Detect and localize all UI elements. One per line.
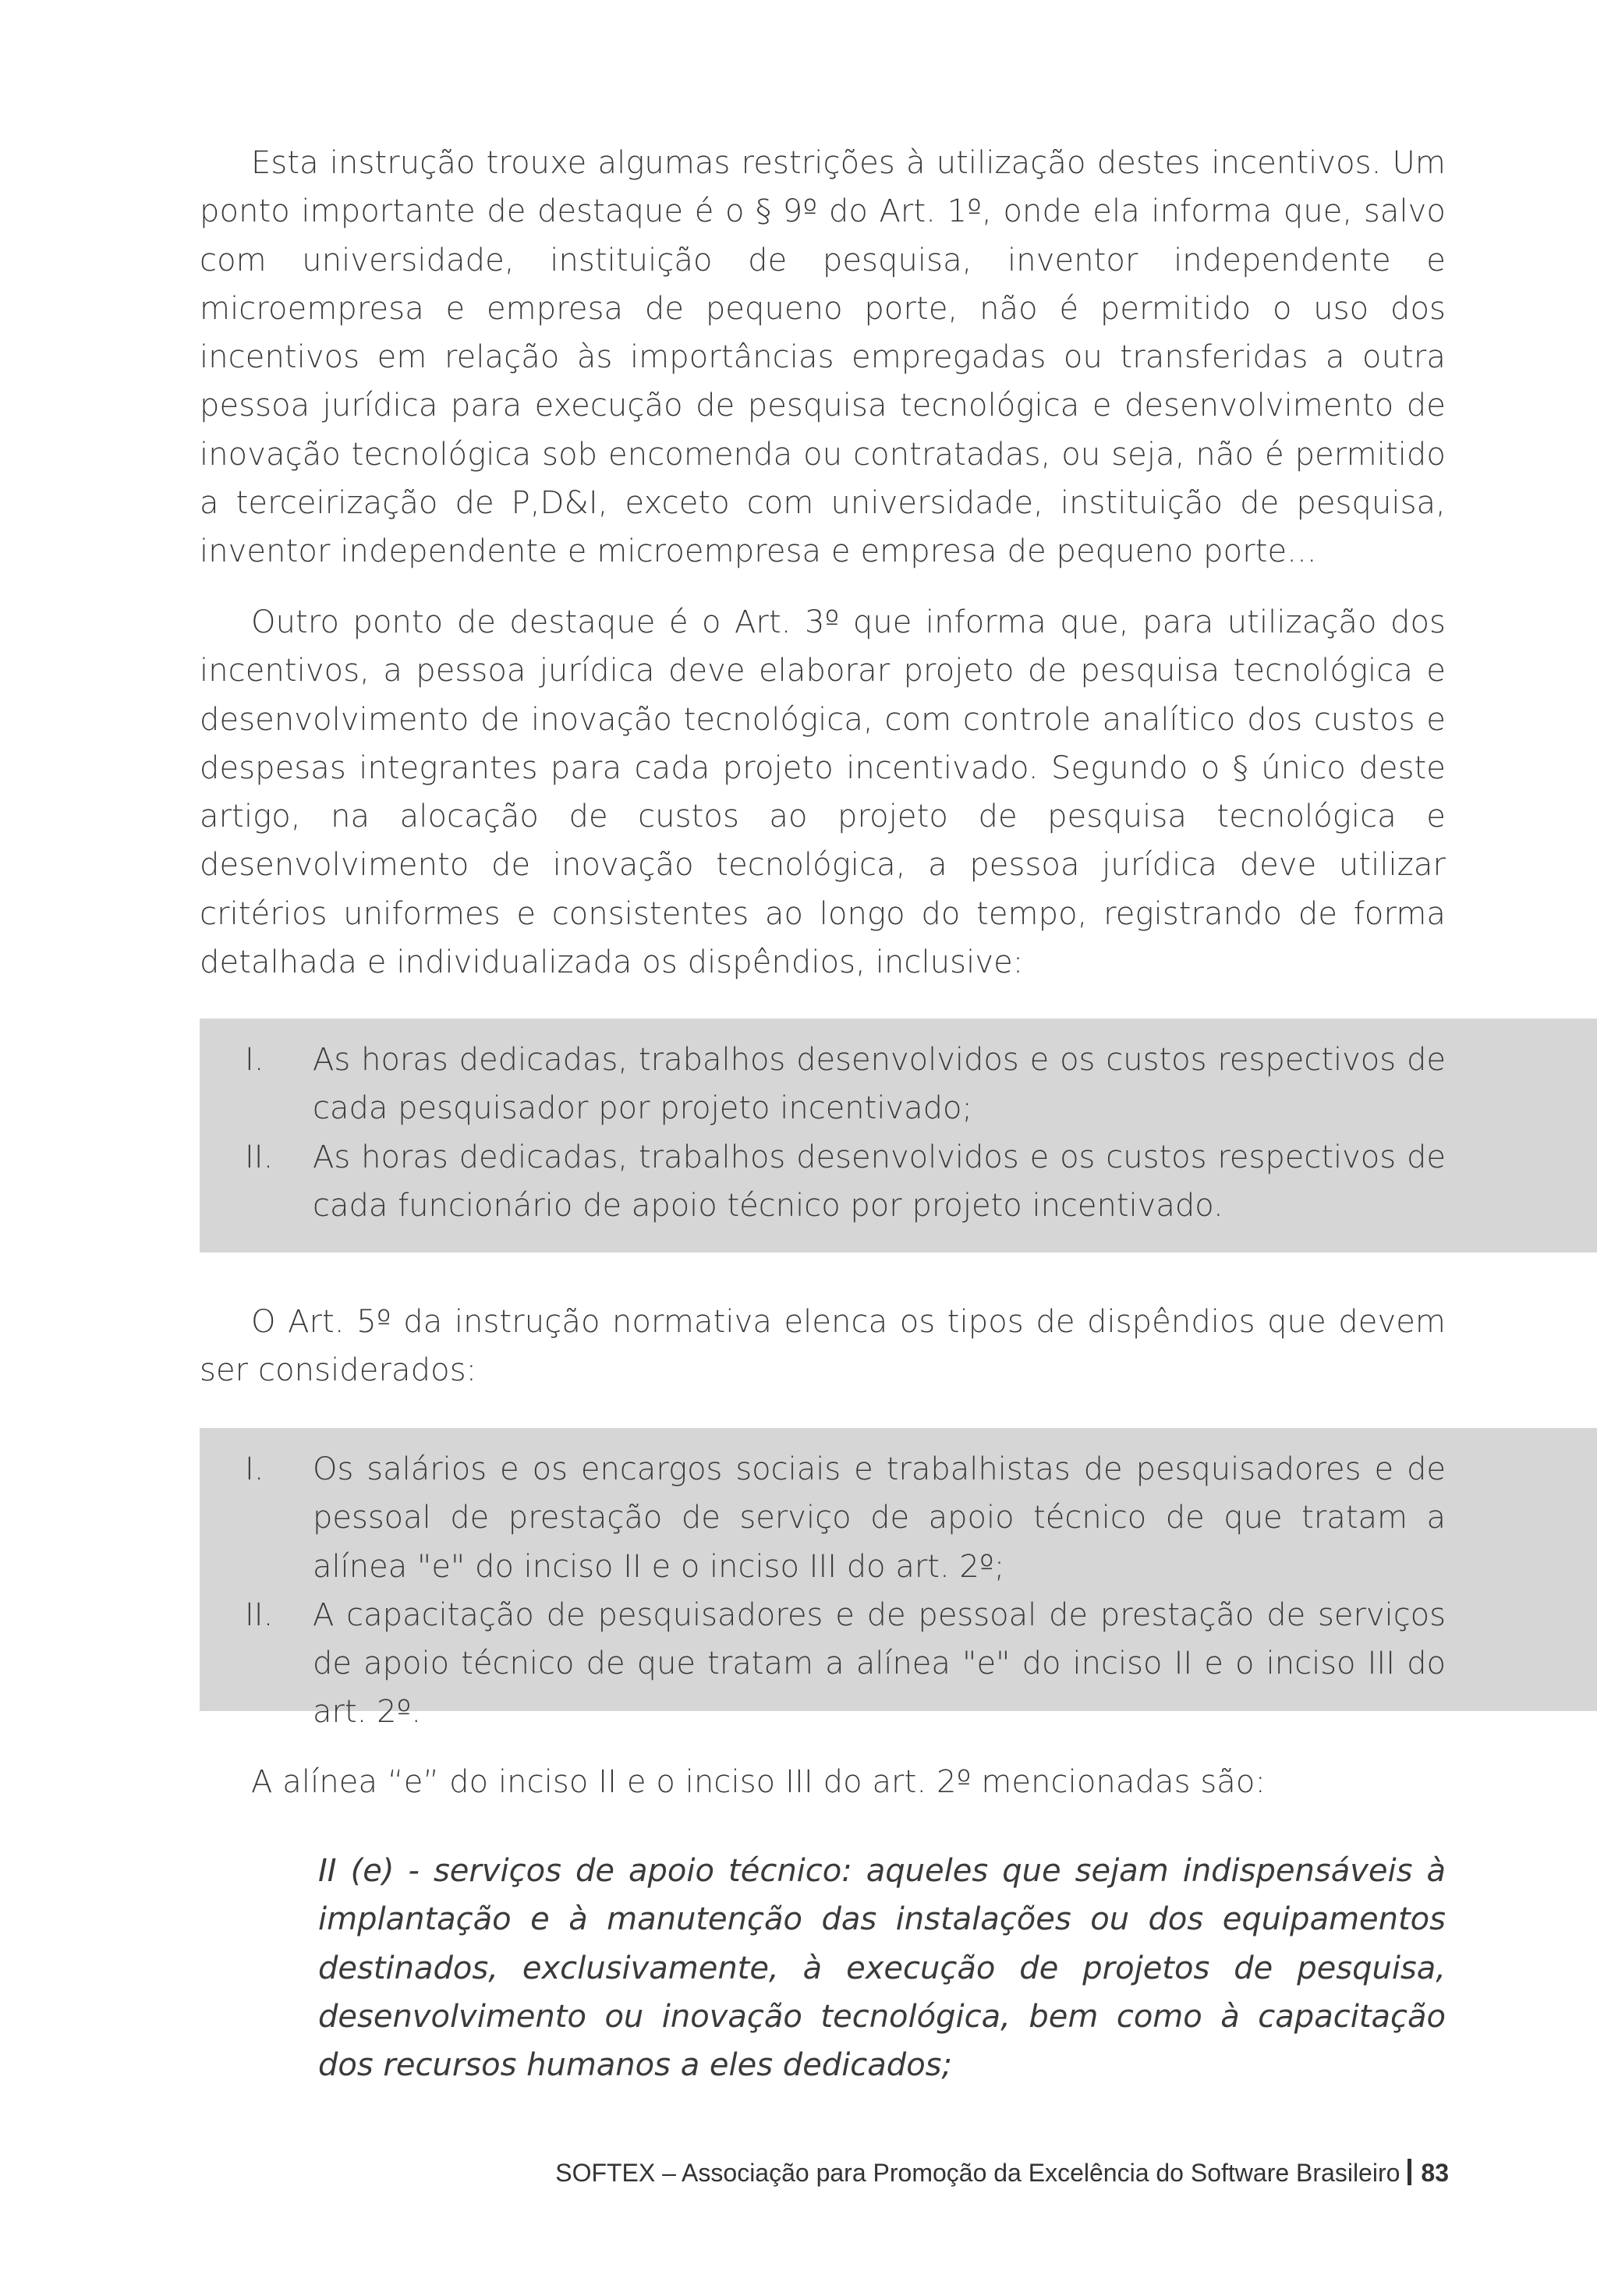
page-number: 83 <box>1421 2159 1449 2187</box>
list-item <box>200 1445 1446 1591</box>
list-item-number: I. <box>245 1451 264 1487</box>
list-expenditures-hours <box>200 1036 1446 1230</box>
highlight-box-list-2 <box>200 1428 1597 1731</box>
list-expenditure-types <box>200 1445 1446 1737</box>
list-item-text: A capacitação de pesquisadores e de pessoal de prestação de serviços de apoio técnico de que tratam a alínea "e" do inciso II e o inciso III do art. 2º. <box>313 1596 1446 1731</box>
list-item-text: As horas dedicadas, trabalhos desenvolvidos e os custos respectivos de cada funcionário de apoio técnico por projeto incentivado. <box>313 1139 1446 1224</box>
list-item-text: As horas dedicadas, trabalhos desenvolvidos e os custos respectivos de cada pesquisador por projeto incentivado; <box>313 1042 1446 1127</box>
footer-text: SOFTEX – Associação para Promoção da Excelência do Software Brasileiro <box>555 2159 1400 2187</box>
highlight-box-list-1 <box>200 1019 1597 1253</box>
block-quote: II (e) - serviços de apoio técnico: aqueles que sejam indispensáveis à implantação e à manutenção das instalações ou dos equipamentos destinados, exclusivamente, à execução de projetos de pesquisa, desenvolvimento ou inovação tecnológica, bem como à capacitação dos recursos humanos a eles dedicados; <box>318 1853 1446 2084</box>
list-item-number: II. <box>245 1596 274 1633</box>
paragraph-art5: O Art. 5º da instrução normativa elenca os tipos de dispêndios que devem ser considerados: <box>200 1304 1446 1389</box>
list-item <box>200 1036 1446 1133</box>
list-item <box>200 1133 1446 1231</box>
list-item-text: Os salários e os encargos sociais e trabalhistas de pesquisadores e de pessoal de prestação de serviço de apoio técnico de que tratam a alínea "e" do inciso II e o inciso III do art. 2º; <box>313 1451 1446 1585</box>
footer-divider <box>1408 2159 1411 2185</box>
paragraph-restrictions: Esta instrução trouxe algumas restrições à utilização destes incentivos. Um ponto importante de destaque é o § 9º do Art. 1º, onde ela informa que, salvo com universidade, instituição de pesquisa, inventor independente e microempresa e empresa de pequeno porte, não é permitido o uso dos incentivos em relação às importâncias empregadas ou transferidas a outra pessoa jurídica para execução de pesquisa tecnológica e desenvolvimento de inovação tecnológica sob encomenda ou contratadas, ou seja, não é permitido a terceirização de P,D&I, exceto com universidade, instituição de pesquisa, inventor independente e microempresa e empresa de pequeno porte... <box>200 145 1446 570</box>
page-footer <box>555 2159 1449 2188</box>
paragraph-alinea-intro: A alínea “e” do inciso II e o inciso III do art. 2º mencionadas são: <box>251 1764 1266 1800</box>
paragraph-art3: Outro ponto de destaque é o Art. 3º que informa que, para utilização dos incentivos, a pessoa jurídica deve elaborar projeto de pesquisa tecnológica e desenvolvimento de inovação tecnológica, com controle analítico dos custos e despesas integrantes para cada projeto incentivado. Segundo o § único deste artigo, na alocação de custos ao projeto de pesquisa tecnológica e desenvolvimento de inovação tecnológica, a pessoa jurídica deve utilizar critérios uniformes e consistentes ao longo do tempo, registrando de forma detalhada e individualizada os dispêndios, inclusive: <box>200 604 1446 981</box>
list-item-number: II. <box>245 1139 274 1175</box>
list-item-number: I. <box>245 1042 264 1078</box>
list-item <box>200 1591 1446 1737</box>
